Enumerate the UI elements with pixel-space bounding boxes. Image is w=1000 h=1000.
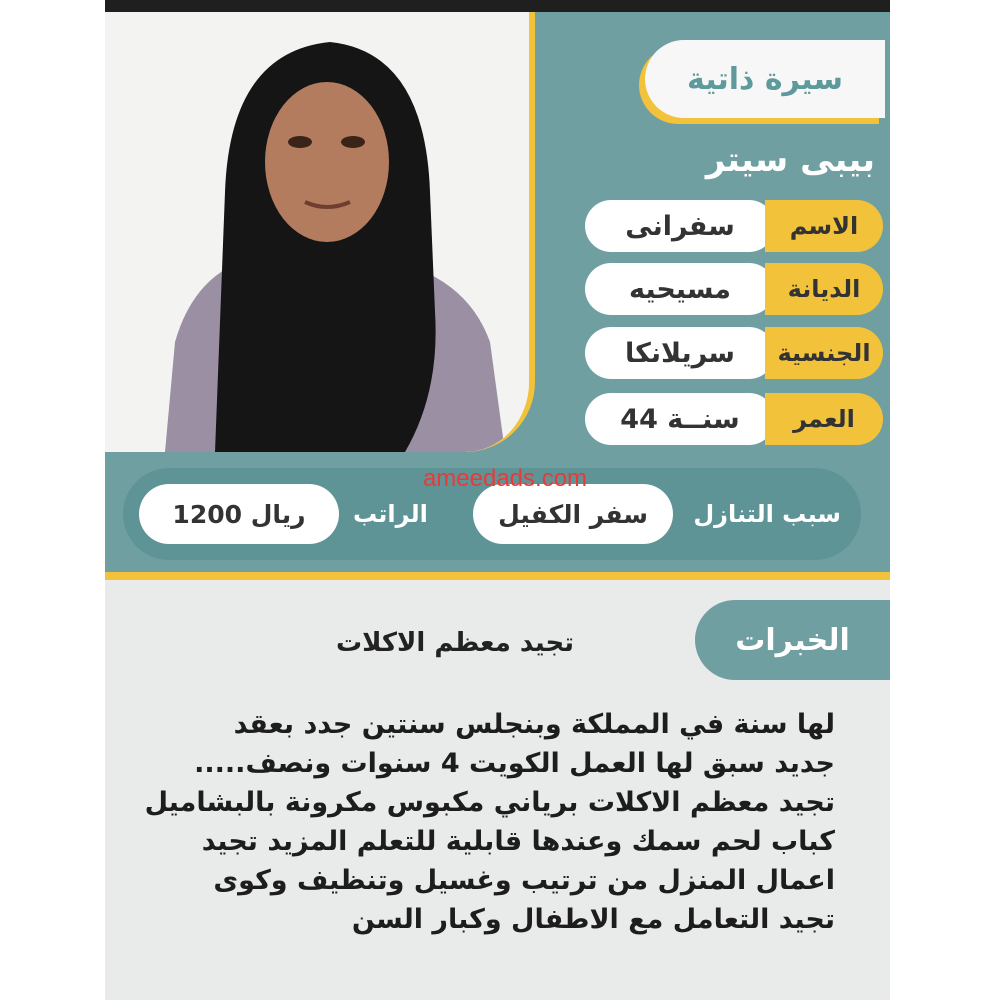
field-value: سريلانكا bbox=[585, 327, 775, 379]
right-margin bbox=[890, 0, 1000, 1000]
experience-description bbox=[125, 705, 835, 939]
description-line: اعمال المنزل من ترتيب وغسيل وتنظيف وكوى bbox=[213, 865, 835, 896]
reason-value: سفر الكفيل bbox=[473, 484, 673, 544]
left-margin bbox=[0, 0, 105, 1000]
field-row-nationality bbox=[585, 327, 885, 379]
field-row-name bbox=[585, 200, 885, 252]
salary-label: الراتب bbox=[353, 500, 428, 528]
gold-divider bbox=[105, 572, 890, 580]
field-row-religion bbox=[585, 263, 885, 315]
description-line: تجيد معظم الاكلات برياني مكبوس مكرونة بالبشاميل bbox=[144, 787, 835, 818]
page-title: سيرة ذاتية bbox=[645, 40, 885, 118]
field-label: الديانة bbox=[765, 263, 883, 315]
field-value: سفرانى bbox=[585, 200, 775, 252]
experience-heading: الخبرات bbox=[695, 600, 890, 680]
description-line: تجيد التعامل مع الاطفال وكبار السن bbox=[351, 904, 835, 935]
field-label: العمر bbox=[765, 393, 883, 445]
watermark-text: ameedads.com bbox=[422, 465, 588, 492]
description-line: كباب لحم سمك وعندها قابلية للتعلم المزيد تجيد bbox=[201, 826, 835, 857]
person-illustration bbox=[105, 12, 535, 452]
job-title: بيبى سيتر bbox=[705, 140, 875, 180]
profile-photo bbox=[105, 12, 535, 452]
description-line: جديد سبق لها العمل الكويت 4 سنوات ونصف..... bbox=[194, 748, 835, 779]
field-row-age bbox=[585, 393, 885, 445]
field-value: 44 سنــة bbox=[585, 393, 775, 445]
cv-card bbox=[105, 0, 890, 1000]
field-value: مسيحيه bbox=[585, 263, 775, 315]
salary-value: 1200 ريال bbox=[139, 484, 339, 544]
reason-label: سبب التنازل bbox=[693, 500, 841, 528]
experience-summary: تجيد معظم الاكلات bbox=[336, 628, 574, 658]
field-label: الاسم bbox=[765, 200, 883, 252]
top-dark-strip bbox=[105, 0, 890, 12]
field-label: الجنسية bbox=[765, 327, 883, 379]
description-line: لها سنة في المملكة وبنجلس سنتين جدد بعقد bbox=[233, 709, 835, 740]
